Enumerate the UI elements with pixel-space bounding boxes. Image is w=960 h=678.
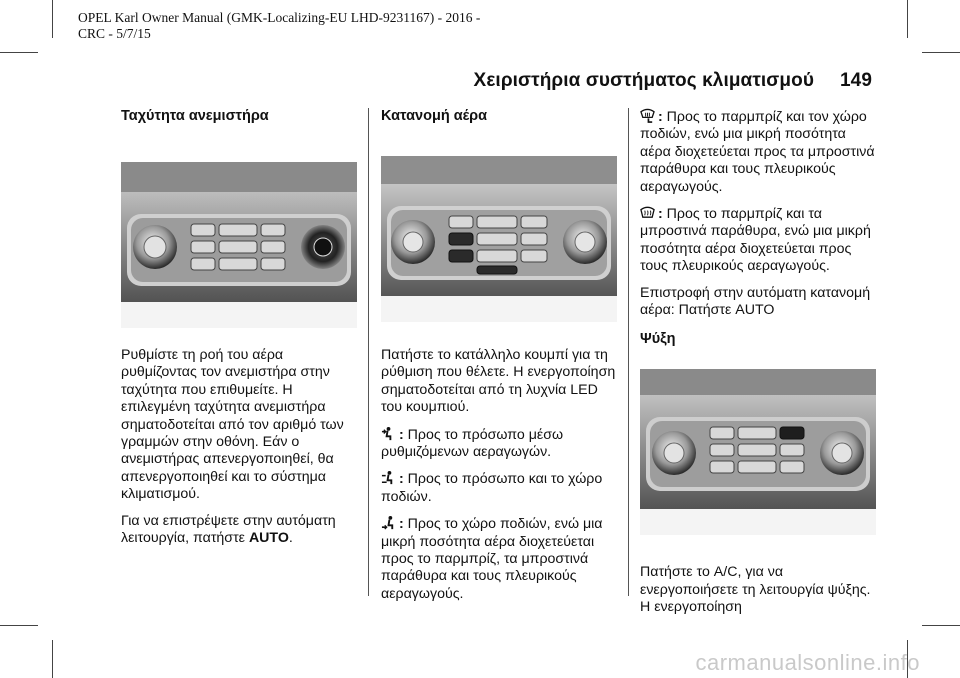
meta-line-2: CRC - 5/7/15 xyxy=(78,26,151,41)
crop-mark xyxy=(922,52,960,53)
mode-face: : Προς το πρόσωπο μέσω ρυθμιζόμενων αεραγωγών. xyxy=(381,426,564,461)
defrost-feet-icon xyxy=(640,108,655,123)
mode-face-label: Προς το πρόσωπο μέσω ρυθμιζόμενων αεραγωγών. xyxy=(381,426,564,461)
mode-defrost-feet-label: Προς το παρμπρίζ και τον χώρο ποδιών, ενώ μια μικρή ποσότητα αέρα διοχετεύεται προς τα μπροστινά παράθυρα και τους πλευρικούς αεραγωγούς. xyxy=(640,109,875,195)
crop-mark xyxy=(52,640,53,678)
climate-panel-photo-distribution xyxy=(381,156,617,322)
auto-return-text: Για να επιστρέψετε στην αυτόματη λειτουργία, πατήστε AUTO. xyxy=(121,512,336,547)
mode-defrost-label: Προς το παρμπρίζ και τα μπροστινά παράθυρα, ενώ μια μικρή ποσότητα αέρα διοχετεύεται προς τους πλευρικούς αεραγωγούς. xyxy=(640,206,871,275)
vent-face-feet-icon xyxy=(381,470,396,485)
mode-feet-label: Προς το χώρο ποδιών, ενώ μια μικρή ποσότητα αέρα διοχετεύεται προς το παρμπρίζ, τα μπροστινά παράθυρα και τους πλευρικούς αεραγωγούς. xyxy=(381,516,603,602)
column-continued xyxy=(640,104,876,626)
document-meta xyxy=(78,10,480,42)
watermark: carmanualsonline.info xyxy=(695,650,920,675)
mode-face-feet-label: Προς το πρόσωπο και το χώρο ποδιών. xyxy=(381,471,603,505)
crop-mark xyxy=(0,625,38,626)
meta-line-1: OPEL Karl Owner Manual (GMK-Localizing-EU LHD-9231167) - 2016 - xyxy=(78,10,481,25)
section-title: Χειριστήρια συστήματος κλιματισμού xyxy=(473,70,814,91)
column-air-distribution xyxy=(381,104,617,612)
crop-mark xyxy=(52,0,53,38)
mode-face-feet: : Προς το πρόσωπο και το χώρο ποδιών. xyxy=(381,471,603,505)
heading-cooling: Ψύξη xyxy=(640,331,676,348)
distribution-description: Πατήστε το κατάλληλο κουμπί για τη ρύθμιση που θέλετε. Η ενεργοποίηση σηματοδοτείται από τη λυχνία LED του κουμπιού. xyxy=(381,347,616,416)
defrost-icon xyxy=(640,205,655,220)
auto-key-label: AUTO xyxy=(248,530,289,547)
fan-speed-description: Ρυθμίστε τη ροή του αέρα ρυθμίζοντας τον ανεμιστήρα στην ταχύτητα που επιθυμείτε. Η επιλεγμένη ταχύτητα ανεμιστήρα σηματοδοτείται από τον αριθμό των γραμμών στην οθόνη. Εάν ο ανεμιστήρας απενεργοποιηθεί, θα απενεργοποιηθεί και το σύστημα κλιματισμού. xyxy=(121,347,344,503)
column-divider xyxy=(368,108,369,596)
heading-fan-speed: Ταχύτητα ανεμιστήρα xyxy=(121,108,269,124)
mode-feet: : Προς το χώρο ποδιών, ενώ μια μικρή ποσότητα αέρα διοχετεύεται προς το παρμπρίζ, τα μπροστινά παράθυρα και τους πλευρικούς αεραγωγούς. xyxy=(381,516,603,602)
vent-feet-icon xyxy=(381,515,396,530)
auto-distribution-text: Επιστροφή στην αυτόματη κατανομή αέρα: Πατήστε AUTO xyxy=(640,284,871,319)
running-header xyxy=(474,70,872,92)
climate-panel-photo-cooling xyxy=(640,369,876,535)
crop-mark xyxy=(907,0,908,38)
vent-face-icon xyxy=(381,426,396,441)
climate-panel-photo-fan xyxy=(121,162,357,328)
heading-air-distribution: Κατανομή αέρα xyxy=(381,108,488,124)
mode-defrost-feet: : Προς το παρμπρίζ και τον χώρο ποδιών, ενώ μια μικρή ποσότητα αέρα διοχετεύεται προς τα μπροστινά παράθυρα και τους πλευρικούς αεραγωγούς. xyxy=(640,109,875,195)
crop-mark xyxy=(922,625,960,626)
cooling-description: Πατήστε το A/C, για να ενεργοποιήσετε τη λειτουργία ψύξης. Η ενεργοποίηση xyxy=(640,564,871,616)
column-divider xyxy=(628,108,629,596)
crop-mark xyxy=(0,52,38,53)
mode-defrost: : Προς το παρμπρίζ και τα μπροστινά παράθυρα, ενώ μια μικρή ποσότητα αέρα διοχετεύεται προς τους πλευρικούς αεραγωγούς. xyxy=(640,206,871,275)
page-number: 149 xyxy=(839,70,872,91)
column-fan-speed xyxy=(121,104,357,556)
